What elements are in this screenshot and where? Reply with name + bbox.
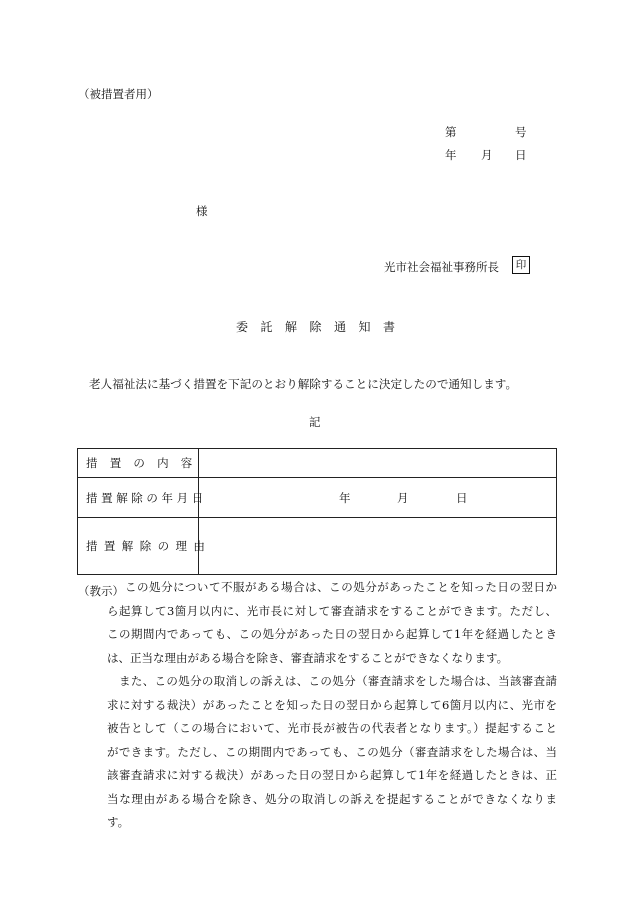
intro-text: 老人福祉法に基づく措置を下記のとおり解除することに決定したので通知します。 (89, 377, 518, 391)
seal-mark: 印 (512, 256, 530, 274)
row-value-content (199, 449, 557, 478)
instruction-line: は、正当な理由がある場合を除き、審査請求をすることができなくなります。 (107, 650, 509, 665)
table-date-year: 年 (339, 491, 351, 505)
table-date-month: 月 (397, 491, 409, 505)
addressee-suffix: 様 (196, 204, 208, 218)
instruction-line: 求に対する裁決）があったことを知った日の翌日から起算して6箇月以内に、光市を (107, 697, 557, 712)
issuer-name: 光市社会福祉事務所長 (384, 260, 499, 274)
recipient-note: （被措置者用） (78, 87, 159, 101)
instruction-line: 被告として（この場合において、光市長が被告の代表者となります。）提起すること (107, 721, 557, 735)
row-value-reason (199, 518, 557, 575)
date-day: 日 (515, 148, 527, 162)
date-month: 月 (481, 148, 493, 162)
instruction-heading: （教示） (78, 584, 124, 598)
row-label-content: 措置の内容 (78, 449, 199, 478)
table-row (78, 449, 557, 478)
instruction-line: また、この処分の取消しの訴えは、この処分（審査請求をした場合は、当該審査請 (119, 674, 557, 688)
number-dai: 第 (445, 125, 457, 139)
instruction-line: ら起算して3箇月以内に、光市長に対して審査請求をすることができます。ただし、 (107, 603, 557, 618)
instruction-line: 該審査請求に対する裁決）があった日の翌日から起算して1年を経過したときは、正 (107, 768, 557, 782)
instruction-line: この期間内であっても、この処分があった日の翌日から起算して1年を経過したとき (107, 627, 557, 641)
instruction-body (107, 576, 557, 835)
table-row (78, 478, 557, 518)
instruction-line: ができます。ただし、この期間内であっても、この処分（審査請求をした場合は、当 (107, 744, 557, 759)
row-value-date (199, 478, 557, 518)
row-label-reason: 措置解除の理由 (78, 518, 199, 575)
table-date-day: 日 (456, 491, 468, 505)
instruction-line: 当な理由がある場合を除き、処分の取消しの訴えを提起することができなくなりま (107, 791, 557, 806)
instruction-line: この処分について不服がある場合は、この処分があったことを知った日の翌日か (125, 580, 557, 594)
document-title: 委託解除通知書 (236, 320, 408, 334)
measure-table (77, 448, 557, 575)
date-year: 年 (445, 148, 457, 162)
ki-label: 記 (309, 415, 321, 429)
instruction-line: す。 (107, 815, 130, 829)
table-row (78, 518, 557, 575)
number-go: 号 (515, 125, 527, 139)
row-label-date: 措置解除の年月日 (78, 478, 199, 518)
